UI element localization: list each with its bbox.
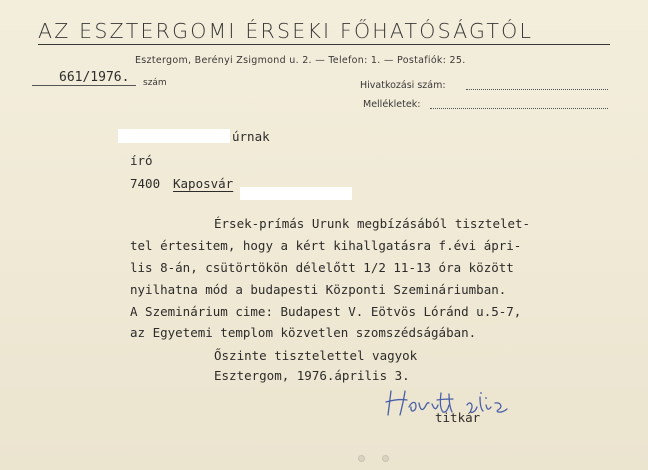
closing-line: Őszinte tisztelettel vagyok xyxy=(214,348,418,363)
body-line: Érsek-prímás Urunk megbízásából tisztelet- xyxy=(214,216,531,231)
hivatkozasi-dotted-line xyxy=(466,89,608,90)
letterhead-rule xyxy=(38,44,610,45)
recipient-occupation: író xyxy=(130,153,153,168)
punch-hole xyxy=(382,455,389,462)
body-line: tel értesitem, hogy a kért kihallgatásra f.évi ápri- xyxy=(130,238,522,253)
body-line: az Egyetemi templom közvetlen szomszédságában. xyxy=(130,325,477,340)
mellekletek-label: Mellékletek: xyxy=(363,99,421,110)
body-line: nyilhatna mód a budapesti Központi Szemináriumban. xyxy=(130,282,507,297)
letterhead-title: AZ ESZTERGOMI ÉRSEKI FŐHATÓSÁGTÓL xyxy=(38,19,534,43)
letterhead-address: Esztergom, Berényi Zsigmond u. 2. — Telefon: 1. — Postafiók: 25. xyxy=(135,55,466,66)
body-line: A Szeminárium cime: Budapest V. Eötvös Lóránd u.5-7, xyxy=(130,304,522,319)
reference-number: 661/1976. xyxy=(59,70,130,85)
redacted-recipient-name xyxy=(118,129,230,143)
signer-role: titkár xyxy=(435,410,481,425)
hivatkozasi-label: Hivatkozási szám: xyxy=(360,80,446,91)
recipient-title: úrnak xyxy=(232,129,270,144)
recipient-city: Kaposvár xyxy=(173,176,234,191)
redacted-address-detail xyxy=(240,187,352,200)
reference-underline xyxy=(32,85,136,86)
punch-hole xyxy=(358,455,365,462)
recipient-postcode: 7400 xyxy=(130,176,161,191)
mellekletek-dotted-line xyxy=(430,108,608,109)
reference-number-label: szám xyxy=(143,78,167,88)
date-line: Esztergom, 1976.április 3. xyxy=(214,368,410,383)
body-line: lis 8-án, csütörtökön délelőtt 1/2 11-13 óra között xyxy=(130,260,514,275)
